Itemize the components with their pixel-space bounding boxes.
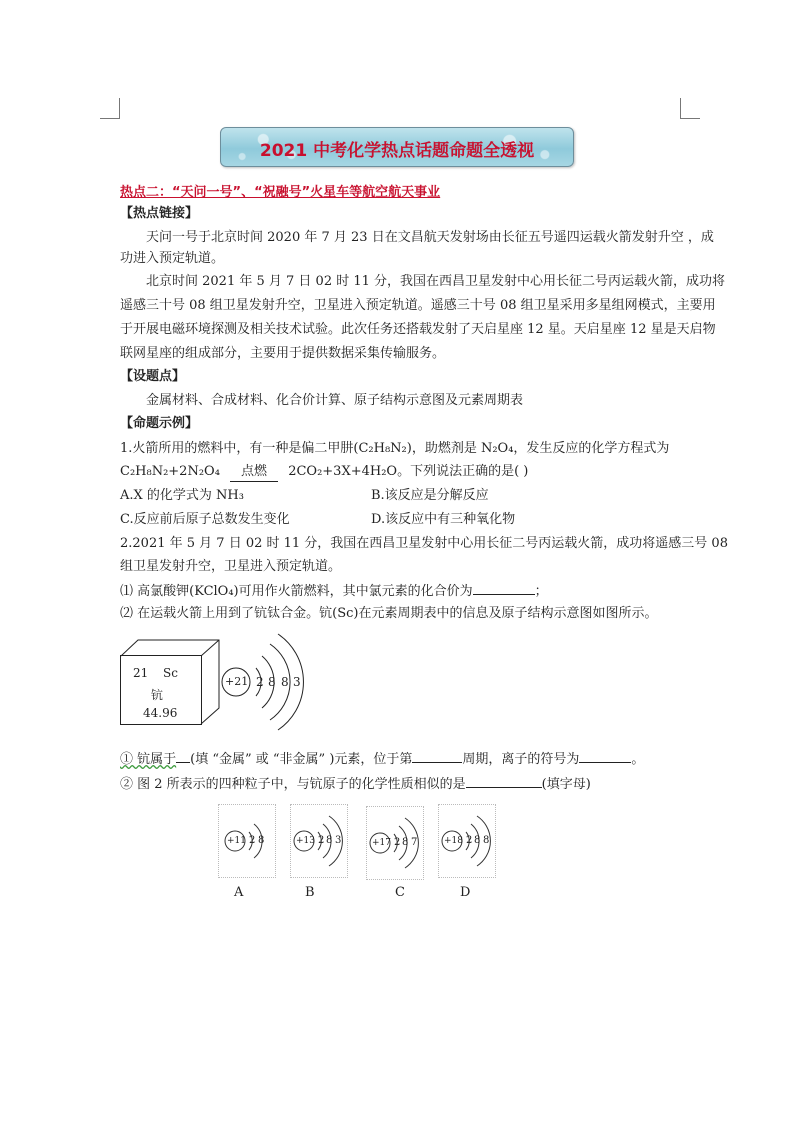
element-symbol: Sc <box>163 666 178 680</box>
paragraph-line: 于开展电磁环境探测及相关技术试验。此次任务还搭载发射了天启星座 12 星。天启星座 12 星是天启物 <box>120 322 716 337</box>
shell-electrons: 2 <box>256 675 264 689</box>
shell-electrons: 2 <box>394 837 401 848</box>
q1-option-a: A.X 的化学式为 NH₃ <box>120 488 244 503</box>
shell-electrons: 8 <box>474 835 481 846</box>
figure-label-b: B <box>305 885 315 900</box>
q2-sub-2: ② 图 2 所表示的四种粒子中，与钪原子的化学性质相似的是 (填字母) <box>120 777 591 792</box>
topic-heading: 热点二：“天问一号”、“祝融号”火星车等航空航天事业 <box>120 185 441 200</box>
title-banner <box>220 127 574 167</box>
q1-option-b: B.该反应是分解反应 <box>371 488 489 503</box>
sc-atom-diagram <box>218 632 328 732</box>
q2-subquestion-2: ⑵ 在运载火箭上用到了钪钛合金。钪(Sc)在元素周期表中的信息及原子结构示意图如图所示。 <box>120 606 658 621</box>
element-card <box>120 655 202 725</box>
nucleus-charge: +11 <box>227 836 246 846</box>
nucleus-charge: +18 <box>444 836 463 846</box>
figure-label-a: A <box>234 885 244 900</box>
nucleus-charge: +21 <box>225 675 249 688</box>
q1-stem: 1.火箭所用的燃料中，有一种是偏二甲肼(C₂H₈N₂)，助燃剂是 N₂O₄，发生反应的化学方程式为 <box>120 441 670 456</box>
nucleus-charge: +17 <box>372 838 391 848</box>
answer-blank[interactable] <box>176 750 190 763</box>
particle-d <box>438 804 496 878</box>
shell-electrons: 8 <box>268 675 276 689</box>
element-name: 钪 <box>151 688 164 702</box>
q1-option-d: D.该反应中有三种氧化物 <box>371 512 516 527</box>
crop-mark-right-vertical <box>680 98 681 118</box>
figure-label-d: D <box>460 885 471 900</box>
shell-electrons: 8 <box>483 835 490 846</box>
shell-electrons: 3 <box>335 835 342 846</box>
answer-blank[interactable] <box>579 750 631 763</box>
particle-a <box>218 804 276 878</box>
equation-reactants: C₂H₈N₂+2N₂O₄ <box>120 464 220 479</box>
shell-electrons: 8 <box>281 675 289 689</box>
crop-mark-right-horizontal <box>680 118 700 119</box>
answer-blank[interactable] <box>466 775 542 788</box>
crop-mark-left-horizontal <box>100 118 120 119</box>
equation-products: 2CO₂+3X+4H₂O。下列说法正确的是( ) <box>288 464 529 479</box>
shell-electrons: 8 <box>258 835 265 846</box>
paragraph-line: 遥感三十号 08 组卫星发射升空，卫星进入预定轨道。遥感三十号 08 组卫星采用多星组网模式，主要用 <box>120 298 716 313</box>
shell-electrons: 8 <box>402 837 409 848</box>
q1-equation <box>120 463 528 482</box>
element-atomic-mass: 44.96 <box>143 706 178 720</box>
q1-option-c: C.反应前后原子总数发生变化 <box>120 512 290 527</box>
page-title: 2021 中考化学热点话题命题全透视 <box>259 141 535 161</box>
answer-blank[interactable] <box>412 750 462 763</box>
q2-sub-1: ① 钪属于 (填 “金属” 或 “非金属” )元素，位于第 周期，离子的符号为 。 <box>120 752 645 767</box>
nucleus-charge: +13 <box>296 836 315 846</box>
points-text: 金属材料、合成材料、化合价计算、原子结构示意图及元素周期表 <box>146 393 524 408</box>
shell-electrons: 3 <box>293 675 301 689</box>
q2-stem: 2.2021 年 5 月 7 日 02 时 11 分，我国在西昌卫星发射中心用长征二号丙运载火箭，成功将遥感三号 08 <box>120 536 728 551</box>
shell-electrons: 2 <box>318 835 325 846</box>
figure-label-c: C <box>395 885 405 900</box>
paragraph-line: 功进入预定轨道。 <box>120 251 225 266</box>
element-atomic-number: 21 <box>133 666 149 680</box>
paragraph-line: 天问一号于北京时间 2020 年 7 月 23 日在文昌航天发射场由长征五号遥四运载火箭发射升空 ，成 <box>146 230 714 245</box>
q2-subquestion-1: ⑴ 高氯酸钾(KClO₄)可用作火箭燃料，其中氯元素的化合价为 ； <box>120 584 548 599</box>
equation-condition: 点燃 <box>230 463 278 482</box>
shell-electrons: 2 <box>466 835 473 846</box>
shell-electrons: 2 <box>249 835 256 846</box>
q2-stem: 组卫星发射升空，卫星进入预定轨道。 <box>120 559 342 574</box>
shell-electrons: 8 <box>326 835 333 846</box>
section-label-examples: 【命题示例】 <box>120 416 199 431</box>
answer-blank[interactable] <box>473 582 535 595</box>
section-label-points: 【设题点】 <box>120 369 186 384</box>
shell-electrons: 7 <box>411 837 418 848</box>
particle-c <box>366 806 424 880</box>
section-label-link: 【热点链接】 <box>120 206 199 221</box>
crop-mark-left-vertical <box>119 98 120 118</box>
particle-b <box>290 804 348 878</box>
paragraph-line: 北京时间 2021 年 5 月 7 日 02 时 11 分，我国在西昌卫星发射中心用长征二号丙运载火箭，成功将 <box>146 274 726 289</box>
paragraph-line: 联网星座的组成部分，主要用于提供数据采集传输服务。 <box>120 346 446 361</box>
